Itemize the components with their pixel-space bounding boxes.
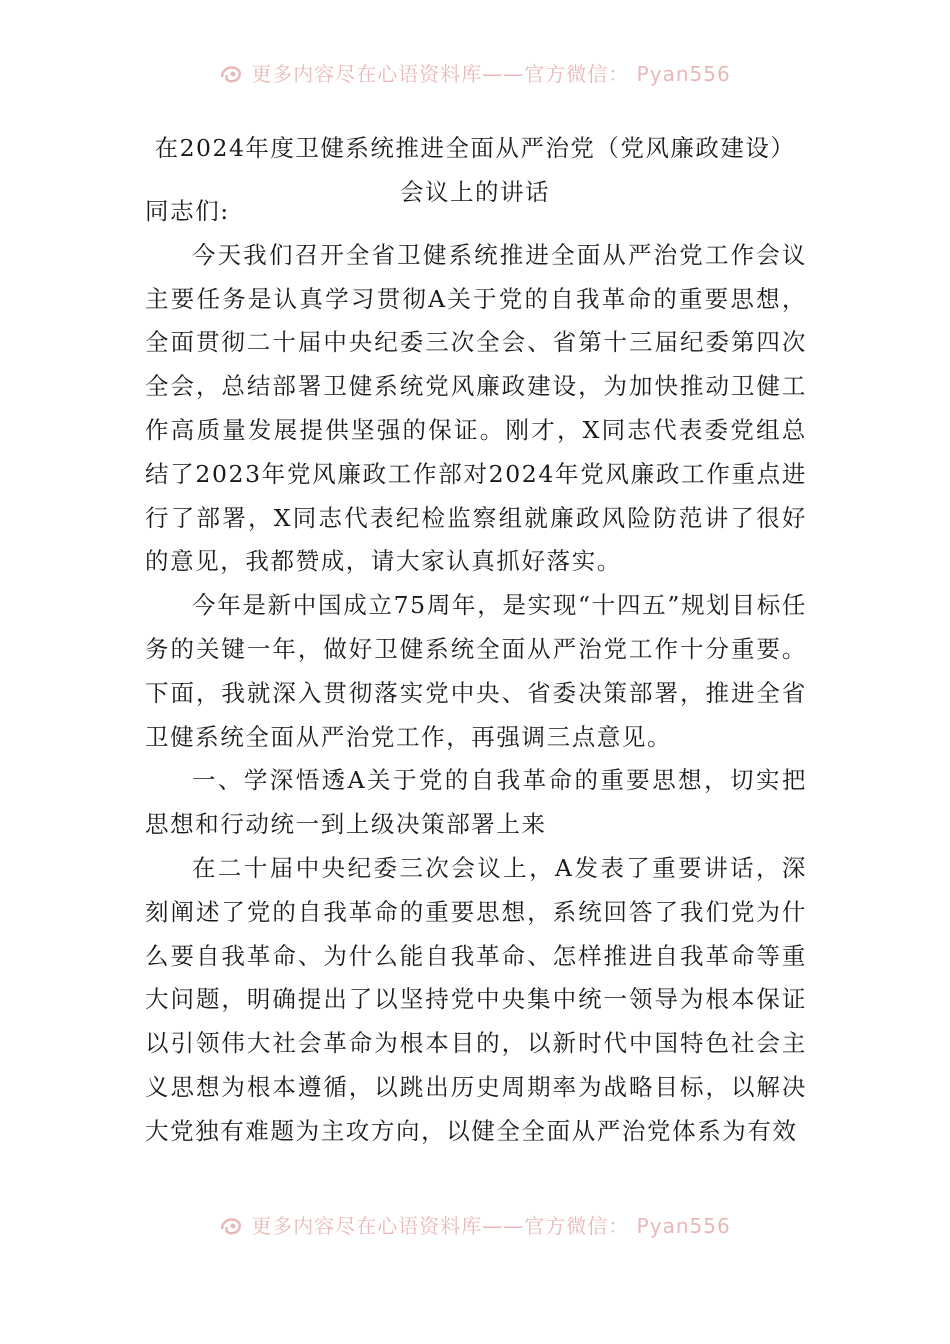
section-heading-1: 一、学深悟透A关于党的自我革命的重要思想，切实把思想和行动统一到上级决策部署上来	[145, 766, 807, 839]
title-line-2: 会议上的讲话	[400, 178, 550, 206]
watermark-logo-icon	[219, 63, 245, 85]
watermark-footer	[0, 1210, 950, 1239]
paragraph-context: 今年是新中国成立75周年，是实现“十四五”规划目标任务的关键一年，做好卫健系统全面从严治党工作十分重要。下面，我就深入贯彻落实党中央、省委决策部署，推进全省卫健系统全面从严治党工作，再强调三点意见。	[145, 591, 807, 751]
title-line-1: 在2024年度卫健系统推进全面从严治党（党风廉政建设）	[154, 134, 796, 162]
document-body	[145, 190, 807, 1154]
watermark-logo-icon	[219, 1215, 245, 1237]
salutation: 同志们:	[145, 197, 230, 225]
watermark-text: 更多内容尽在心语资料库——官方微信： Pyan556	[251, 62, 731, 86]
paragraph-intro: 今天我们召开全省卫健系统推进全面从严治党工作会议主要任务是认真学习贯彻A关于党的自我革命的重要思想，全面贯彻二十届中央纪委三次全会、省第十三届纪委第四次全会，总结部署卫健系统党风廉政建设，为加快推动卫健工作高质量发展提供坚强的保证。刚才，X同志代表委党组总结了2023年党风廉政工作部对2024年党风廉政工作重点进行了部署，X同志代表纪检监察组就廉政风险防范讲了很好的意见，我都赞成，请大家认真抓好落实。	[145, 240, 807, 576]
watermark-text: 更多内容尽在心语资料库——官方微信： Pyan556	[251, 1214, 731, 1238]
paragraph-section-1: 在二十届中央纪委三次会议上，A发表了重要讲话，深刻阐述了党的自我革命的重要思想，系统回答了我们党为什么要自我革命、为什么能自我革命、怎样推进自我革命等重大问题，明确提出了以坚持党中央集中统一领导为根本保证以引领伟大社会革命为根本目的，以新时代中国特色社会主义思想为根本遵循，以跳出历史周期率为战略目标，以解决大党独有难题为主攻方向，以健全全面从严治党体系为有效	[145, 853, 807, 1145]
watermark-header	[0, 58, 950, 87]
